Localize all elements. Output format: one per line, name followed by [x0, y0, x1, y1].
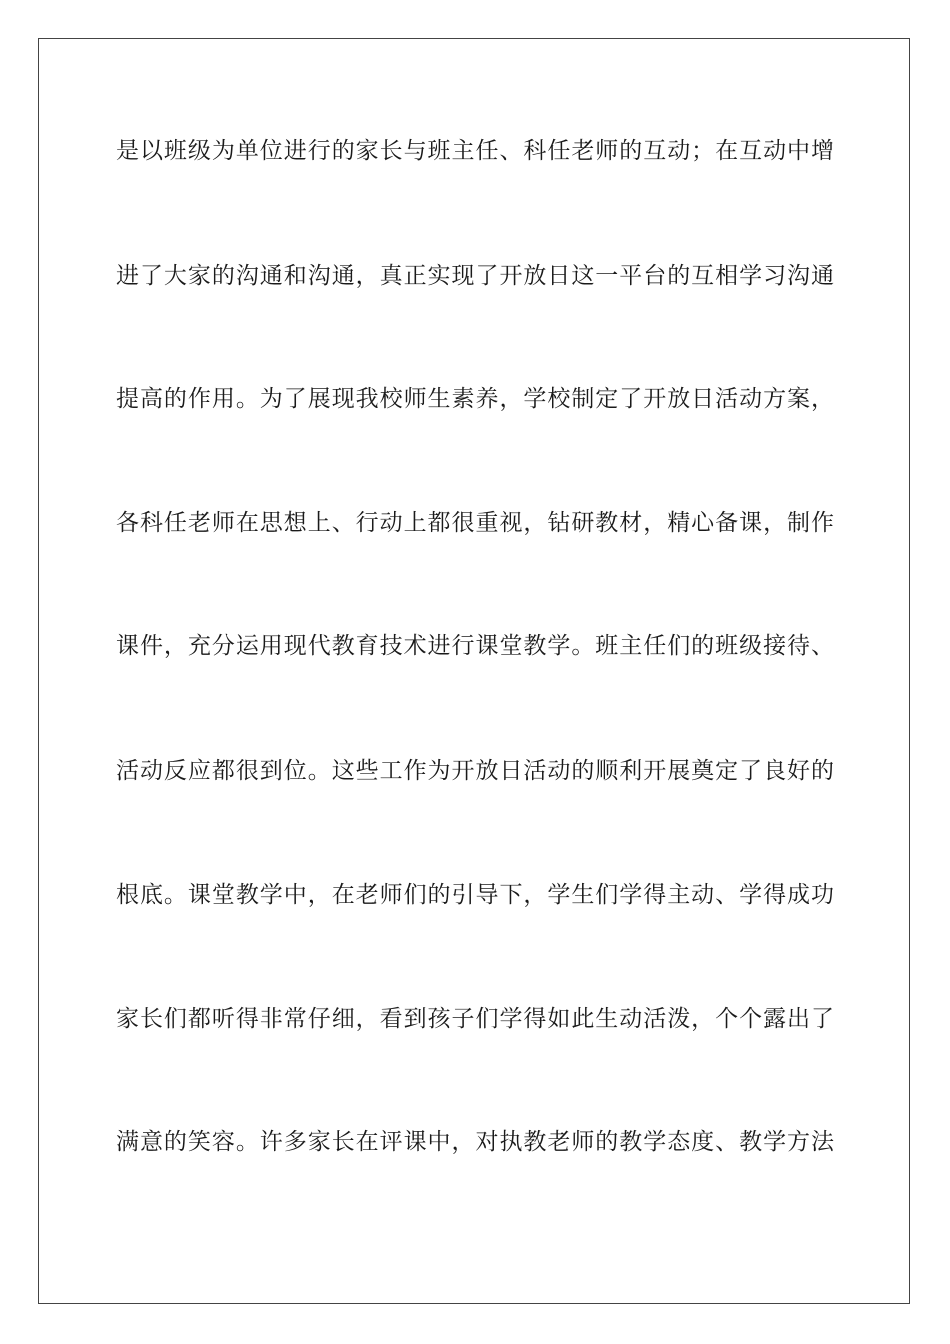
paragraph-line: 进了大家的沟通和沟通，真正实现了开放日这一平台的互相学习沟通	[116, 263, 834, 289]
paragraph-line: 活动反应都很到位。这些工作为开放日活动的顺利开展奠定了良好的	[116, 758, 834, 784]
paragraph-line: 课件，充分运用现代教育技术进行课堂教学。班主任们的班级接待、	[116, 633, 834, 659]
paragraph-line: 提高的作用。为了展现我校师生素养，学校制定了开放日活动方案，	[116, 386, 834, 412]
paragraph-line: 满意的笑容。许多家长在评课中，对执教老师的教学态度、教学方法	[116, 1129, 834, 1155]
paragraph-line: 家长们都听得非常仔细，看到孩子们学得如此生动活泼，个个露出了	[116, 1006, 834, 1032]
page-border	[38, 38, 910, 1304]
paragraph-line: 根底。课堂教学中，在老师们的引导下，学生们学得主动、学得成功	[116, 882, 834, 908]
paragraph-line: 各科任老师在思想上、行动上都很重视，钻研教材，精心备课，制作	[116, 510, 834, 536]
paragraph-line: 是以班级为单位进行的家长与班主任、科任老师的互动；在互动中增	[116, 138, 834, 164]
